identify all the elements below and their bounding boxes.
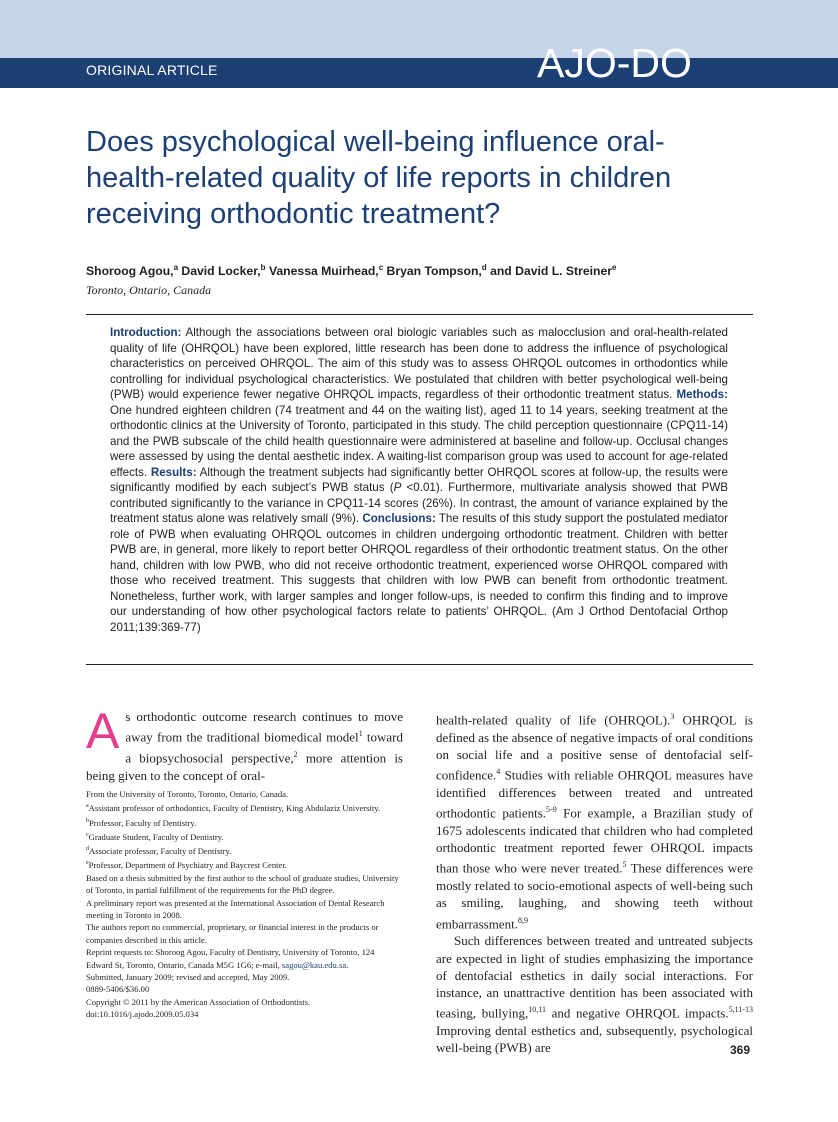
footnote-presented: A preliminary report was presented at the International Association of Dental Research meeting in Toronto in 2008. (86, 897, 385, 920)
footnote-doi: doi:10.1016/j.ajodo.2009.05.034 (86, 1009, 199, 1020)
email-link[interactable]: sagou@kau.edu.sa (281, 959, 347, 970)
author-location: Toronto, Ontario, Canada (86, 283, 212, 297)
abstract-conclusions: The results of this study support the postulated mediator role of PWB when evaluating OHRQOL outcomes in children undergoing orthodontic treatment. Children with better PWB are, in general, more likely to report better OHRQOL regardless of their orthodontic treatment status. On the other hand, children with low PWB, who did not receive orthodontic treatment, experienced worse OHRQOL compared with those who received treatment. This suggests that children with low PWB can benefit from orthodontic treatment. Nonetheless, further work, with larger samples and longer follow-ups, is needed to confirm this finding and to improve our understanding of how other psychological factors relate to patients’ OHRQOL. (Am J Orthod Dentofacial Orthop 2011;139:369-77) (110, 512, 728, 634)
footnote-conflict: The authors report no commercial, proprietary, or financial interest in the products or companies described in this article. (86, 922, 379, 945)
citation: 5 (622, 860, 627, 870)
citation: 3 (670, 712, 675, 721)
footnote-text: Assistant professor of orthodontics, Faculty of Dentistry, King Abdulaziz University. (88, 803, 381, 814)
footnote-affiliation: $^d$Associate professor, Faculty of Dentistry. (86, 846, 232, 857)
abstract-conclusions-heading: Conclusions: (362, 512, 436, 525)
footnote-submitted: Submitted, January 2009; revised and accepted, May 2009. (86, 971, 290, 982)
author-name: Bryan Tompson, (386, 264, 482, 279)
body-text: more attention is being given to the concept of oral- (86, 750, 403, 783)
abstract-divider (86, 664, 753, 665)
abstract-introduction: Although the associations between oral biologic variables such as malocclusion and oral-health-related quality of life (OHRQOL) have been explored, little research has been done to address the influence of psychological characteristics on perceived OHRQOL. The aim of this study was to assess OHRQOL outcomes in orthodontics while controlling for individual psychological characteristics. We postulated that children with better psychological well-being (PWB) would experience fewer negative OHRQOL impacts, regardless of their orthodontic treatment status. (110, 326, 728, 401)
citation: 8,9 (517, 915, 528, 925)
body-text: Such differences between treated and untreated subjects are expected in light of studies emphasizing the importance of dentofacial esthetics in daily social interactions. For instance, an unattractive dentition has been associated with teasing, bullying, (436, 933, 753, 1021)
abstract (110, 325, 728, 635)
body-column-left (86, 703, 403, 784)
drop-cap: A (86, 703, 120, 759)
footnote-copyright: Copyright © 2011 by the American Association of Orthodontists. (86, 996, 311, 1007)
body-column-right (436, 708, 753, 1057)
citation: 1 (358, 729, 363, 739)
footnote-text: Reprint requests to: Shoroog Agou, Faculty of Dentistry, University of Toronto, 124 Edward St, Toronto, Ontario, Canada M5G 1G6; e-mail, (86, 947, 375, 970)
body-text: Studies with reliable OHRQOL measures have identified differences between treated and untreated orthodontic patients. (436, 767, 753, 821)
page-number: 369 (730, 1043, 751, 1057)
author-affiliation-mark: b (260, 263, 266, 272)
body-paragraph (436, 932, 753, 1056)
footnote-reprint: Reprint requests to: Shoroog Agou, Faculty of Dentistry, University of Toronto, 124 Edward St, Toronto, Ontario, Canada M5G 1G6; e-mail, sagou@kau.edu.sa. (86, 947, 375, 970)
author-name: Shoroog Agou, (86, 264, 174, 279)
footnote-issn: 0889-5406/$36.00 (86, 984, 150, 995)
author-affiliation-mark: e (612, 263, 617, 272)
body-text: health-related quality of life (OHRQOL). (436, 712, 671, 728)
abstract-results-heading: Results: (150, 465, 197, 479)
journal-logo: AJO-DO (537, 40, 692, 86)
abstract-methods-heading: Methods: (676, 388, 728, 401)
abstract-divider (86, 314, 753, 315)
body-text: Improving dental esthetics and, subsequently, psychological well-being (PWB) are (436, 1023, 753, 1056)
abstract-results: Although the treatment subjects had significantly better OHRQOL scores at follow-up, the results were significantly modified by each subject’s PWB status ( (110, 465, 728, 494)
footnote-affiliation: $^b$Professor, Faculty of Dentistry. (86, 817, 197, 828)
author-affiliation-mark: a (173, 263, 179, 272)
footnote-affiliation: $^e$Professor, Department of Psychiatry and Baycrest Center. (86, 860, 287, 871)
footnote-affiliation: $^a$Assistant professor of orthodontics, Faculty of Dentistry, King Abdulaziz University. (86, 803, 381, 814)
body-text: For example, a Brazilian study of 1675 adolescents indicated that children who had completed orthodontic treatment reported fewer OHRQOL impacts than those who were never treated. (436, 805, 753, 876)
abstract-results-p-symbol: P (393, 481, 402, 494)
author-affiliation-mark: d (481, 263, 487, 272)
author-name: David Locker, (181, 264, 261, 279)
footnote-text: Professor, Faculty of Dentistry. (89, 817, 197, 828)
body-text: s orthodontic outcome research continues to move away from the traditional biomedical model (125, 709, 403, 745)
footnote-text: Graduate Student, Faculty of Dentistry. (88, 831, 224, 842)
author-name: David L. Streiner (515, 264, 612, 279)
body-paragraph (436, 708, 753, 932)
footnote-text: Professor, Department of Psychiatry and Baycrest Center. (88, 860, 287, 871)
header-band (0, 0, 838, 58)
section-label: ORIGINAL ARTICLE (86, 62, 218, 78)
body-text: and negative OHRQOL impacts. (545, 1005, 729, 1021)
abstract-introduction-heading: Introduction: (110, 326, 182, 339)
author-affiliation-mark: c (378, 263, 384, 272)
body-text: toward a biopsychosocial perspective, (125, 729, 403, 766)
author-name: Vanessa Muirhead, (268, 264, 379, 279)
author-conjunction: and (490, 264, 512, 279)
body-paragraph (86, 703, 403, 784)
footnote-text: Associate professor, Faculty of Dentistry. (89, 846, 232, 857)
article-title: Does psychological well-being influence oral-health-related quality of life reports in children receiving orthodontic treatment? (86, 126, 672, 230)
citation: 2 (293, 749, 298, 759)
footnote-from: From the University of Toronto, Toronto, Ontario, Canada. (86, 789, 289, 799)
abstract-results-continued: <0.01). Furthermore, multivariate analysis showed that PWB contributed significantly to the variance in CPQ11-14 scores (26%). In contrast, the amount of variance explained by the treatment status alone was relatively small (9%). (110, 481, 729, 525)
footnotes (86, 788, 403, 1021)
body-text: These differences were mostly related to socio-emotional aspects of well-being such as smiling, laughing, and showing teeth without embarrassment. (436, 860, 753, 931)
footnote-affiliation: $^c$Graduate Student, Faculty of Dentistry. (86, 831, 224, 842)
citation: 4 (496, 767, 501, 777)
abstract-methods: One hundred eighteen children (74 treatment and 44 on the waiting list), aged 11 to 14 years, seeking treatment at the orthodontic clinics at the University of Toronto, participated in this study. The child perception questionnaire (CPQ11-14) and the PWB subscale of the child health questionnaire were administered at baseline and follow-up. Occlusal changes were assessed by using the dental aesthetic index. A waiting-list comparison group was used to account for age-related effects. (110, 403, 728, 479)
body-text: OHRQOL is defined as the absence of negative impacts of oral conditions on social life and a positive sense of dentofacial self-confidence. (436, 712, 753, 783)
citation: 5-9 (546, 805, 557, 815)
author-list (86, 263, 766, 278)
citation: 10,11 (528, 1005, 546, 1015)
footnote-thesis: Based on a thesis submitted by the first author to the school of graduate studies, University of Toronto, in partial fulfillment of the requirements for the PhD degree. (86, 872, 399, 896)
citation: 5,11-13 (728, 1005, 753, 1015)
